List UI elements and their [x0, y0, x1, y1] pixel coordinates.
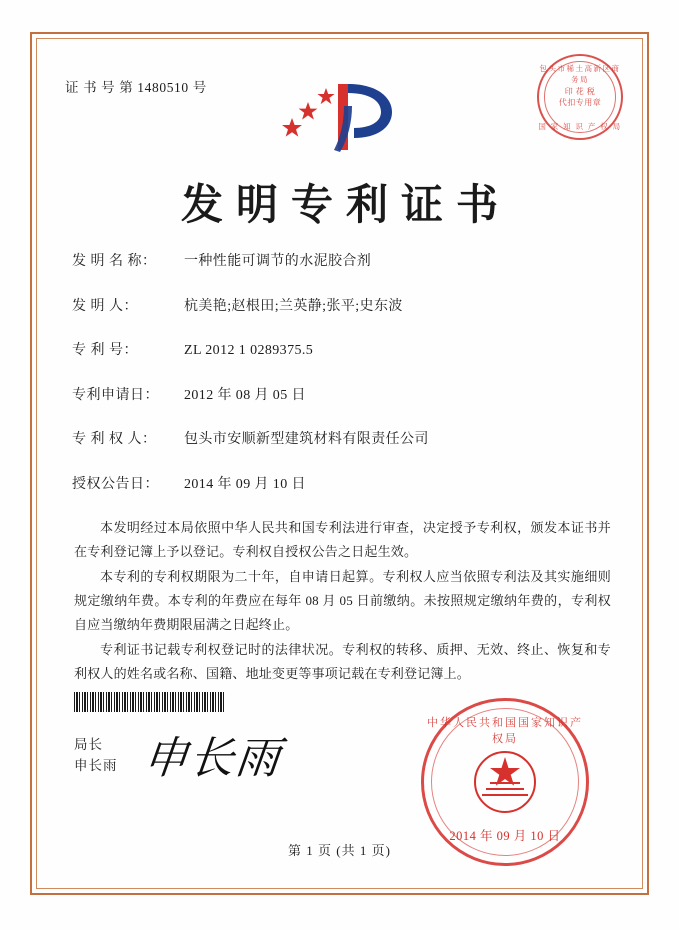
signature-name: 申长雨 — [74, 758, 118, 773]
paragraph: 本专利的专利权期限为二十年，自申请日起算。专利权人应当依照专利法及其实施细则规定缴纳年费。本专利的年费应在每年 08 月 05 日前缴纳。未按照规定缴纳年费的，专利权自应当缴纳年费期限届满之日起终止。 — [74, 569, 611, 632]
fields-list — [72, 250, 613, 517]
signature-block — [74, 734, 118, 776]
seal-date: 2014 年 09 月 10 日 — [449, 829, 561, 843]
barcode-icon — [74, 692, 226, 712]
field-label: 专 利 号： — [72, 343, 138, 358]
paragraph: 专利证书记载专利权登记时的法律状况。专利权的转移、质押、无效、终止、恢复和专利权人的姓名或名称、国籍、地址变更等事项记载在专利登记簿上。 — [74, 642, 611, 681]
field-row — [72, 339, 613, 359]
field-label: 专 利 权 人： — [72, 432, 157, 447]
signature-title: 局长 — [74, 737, 103, 752]
field-value: 2012 年 08 月 05 日 — [184, 387, 306, 403]
seal-arc-text: 中华人民共和国国家知识产权局 — [427, 716, 583, 745]
field-row — [72, 295, 613, 315]
stamp-center-text: 印 花 税 代扣专用章 — [558, 87, 602, 107]
field-value: 一种性能可调节的水泥胶合剂 — [184, 254, 372, 269]
field-row — [72, 250, 613, 270]
stamp-arc-bottom: 国 家 知 识 产 权 局 — [538, 122, 622, 131]
patent-office-logo-icon — [274, 72, 406, 156]
field-label: 发 明 名 称： — [72, 254, 157, 269]
field-label: 发 明 人： — [72, 298, 138, 314]
body-paragraphs — [74, 516, 611, 687]
field-value: ZL 2012 1 0289375.5 — [184, 343, 314, 358]
field-row — [72, 428, 613, 448]
stamp-arc-top: 包头市稀土高新区商务局 — [539, 64, 621, 84]
field-value: 包头市安顺新型建筑材料有限责任公司 — [184, 432, 429, 447]
page-title: 发明专利证书 — [180, 180, 511, 229]
page-footer: 第 1 页 (共 1 页) — [288, 843, 391, 858]
certificate-number: 证 书 号 第 1480510 号 — [65, 80, 207, 95]
field-value: 2014 年 09 月 10 日 — [184, 476, 306, 492]
paragraph: 本发明经过本局依照中华人民共和国专利法进行审查，决定授予专利权，颁发本证书并在专利登记簿上予以登记。专利权自授权公告之日起生效。 — [74, 520, 611, 559]
field-row — [72, 384, 613, 404]
field-row — [72, 473, 613, 493]
handwritten-signature: 申长雨 — [140, 733, 285, 784]
emblem-star-icon — [470, 747, 540, 817]
certificate-content — [56, 54, 623, 873]
round-red-stamp-icon — [537, 54, 623, 140]
field-label: 授权公告日： — [72, 476, 159, 492]
field-value: 杭美艳;赵根田;兰英静;张平;史东波 — [184, 298, 403, 314]
field-label: 专利申请日： — [72, 387, 159, 403]
